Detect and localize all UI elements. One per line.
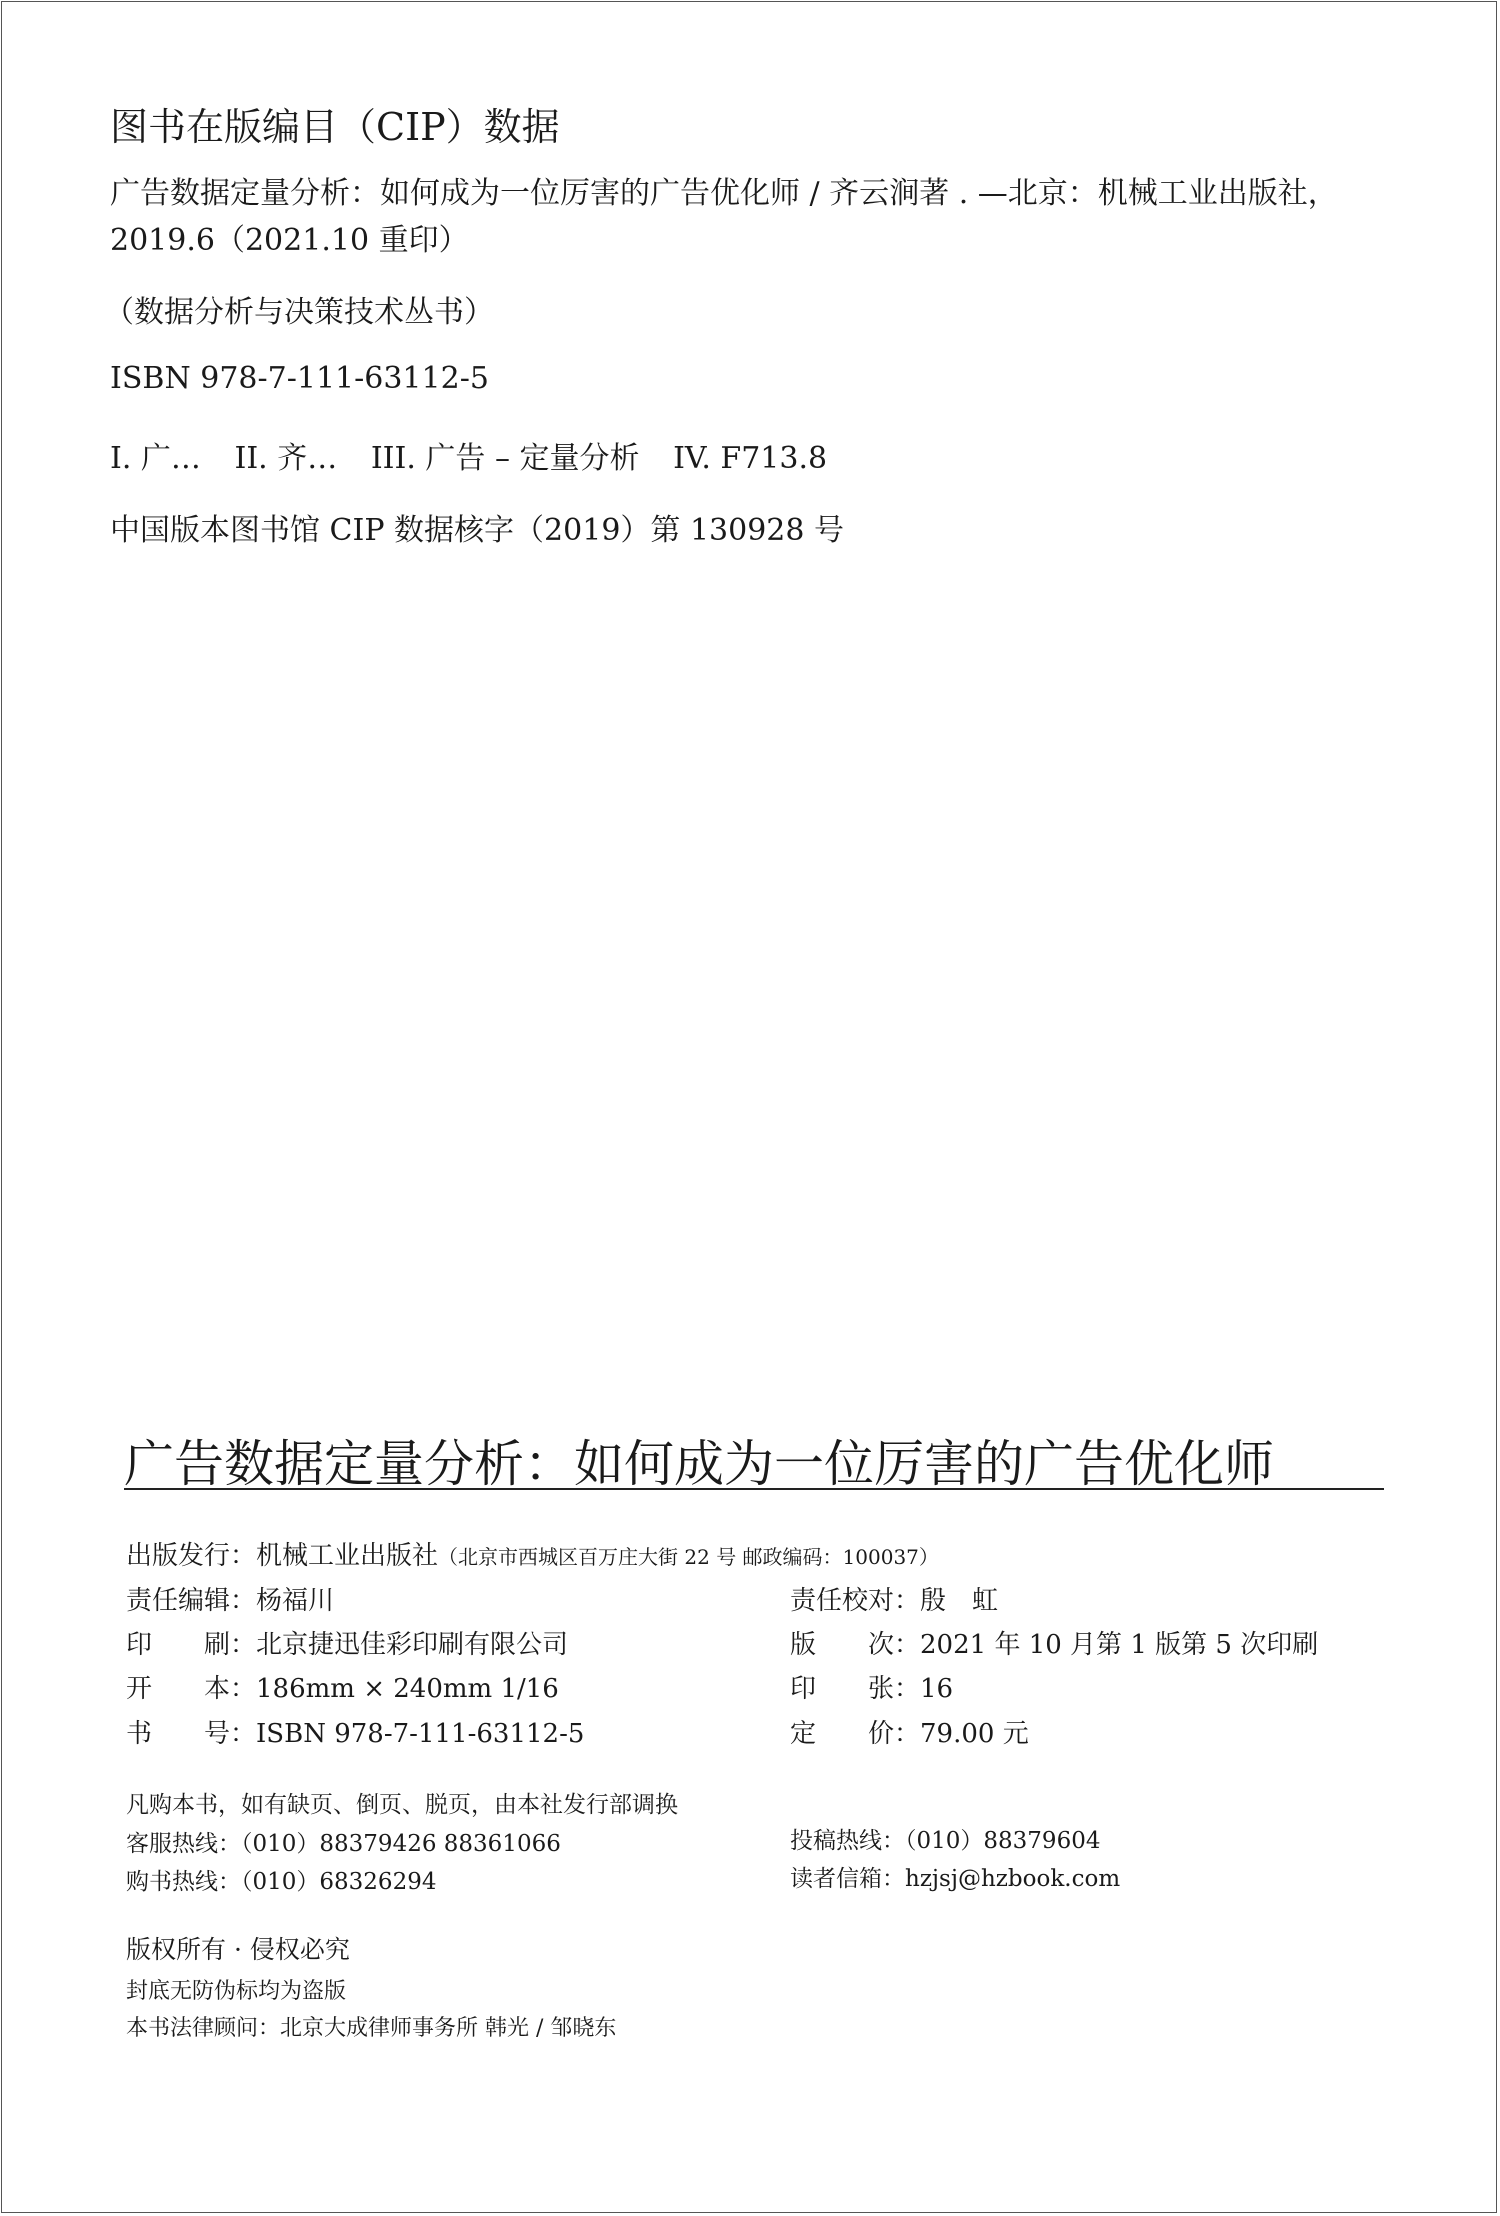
edition-row [790,1624,1318,1661]
edition-value: 2021 年 10 月第 1 版第 5 次印刷 [920,1630,1319,1660]
format-value: 186mm × 240mm 1/16 [256,1674,559,1704]
proofreader-value: 殷 虹 [920,1586,999,1616]
proofreader-row [790,1580,998,1617]
cip-approval-number: 中国版本图书馆 CIP 数据核字（2019）第 130928 号 [110,513,845,548]
sheets-row [790,1668,953,1705]
cip-entry-line2: 2019.6（2021.10 重印） [110,223,469,258]
edition-label: 版 次： [790,1630,921,1660]
format-row [126,1668,559,1705]
publisher-row [126,1535,939,1572]
book-title: 广告数据定量分析：如何成为一位厉害的广告优化师 [124,1435,1274,1493]
cip-class-1: I. 广… [110,441,201,476]
price-label: 定 价： [790,1719,921,1749]
book-number-label: 书 号： [126,1719,257,1749]
publisher-value: 机械工业出版社 [256,1541,439,1571]
cip-entry-line1: 广告数据定量分析：如何成为一位厉害的广告优化师 / 齐云涧著 . —北京：机械工业出版社， [110,176,1338,211]
proofreader-label: 责任校对： [790,1586,921,1616]
replacement-notice: 凡购本书，如有缺页、倒页、脱页，由本社发行部调换 [126,1792,678,1818]
cip-class-2: II. 齐… [234,441,338,476]
cip-class-4: IV. F713.8 [673,441,828,476]
cip-series: （数据分析与决策技术丛书） [104,295,494,330]
title-divider [124,1488,1384,1490]
editor-row [126,1580,334,1617]
submission-hotline: 投稿热线：（010）88379604 [790,1828,1101,1854]
book-number-value: ISBN 978-7-111-63112-5 [256,1719,585,1749]
anti-counterfeit-notice: 封底无防伪标均为盗版 [126,1979,347,2004]
cip-class-3: III. 广告 – 定量分析 [370,441,640,476]
sheets-value: 16 [920,1674,954,1704]
price-value: 79.00 元 [920,1719,1029,1749]
cip-heading: 图书在版编目（CIP）数据 [110,105,560,149]
reader-email: 读者信箱：hzjsj@hzbook.com [790,1866,1121,1892]
cip-isbn: ISBN 978-7-111-63112-5 [110,361,489,396]
printer-value: 北京捷迅佳彩印刷有限公司 [256,1630,569,1660]
service-hotline: 客服热线：（010）88379426 88361066 [126,1831,561,1857]
editor-label: 责任编辑： [126,1586,257,1616]
editor-value: 杨福川 [256,1586,335,1616]
order-hotline: 购书热线：（010）68326294 [126,1869,437,1895]
publisher-address: （北京市西城区百万庄大街 22 号 邮政编码：100037） [438,1545,939,1569]
copyright-rights: 版权所有 · 侵权必究 [126,1935,350,1964]
printer-label: 印 刷： [126,1630,257,1660]
printer-row [126,1624,568,1661]
sheets-label: 印 张： [790,1674,921,1704]
format-label: 开 本： [126,1674,257,1704]
legal-counsel: 本书法律顾问：北京大成律师事务所 韩光 / 邹晓东 [126,2016,617,2041]
price-row [790,1713,1029,1750]
publisher-label: 出版发行： [126,1541,257,1571]
cip-classification [110,433,851,477]
book-number-row [126,1713,584,1750]
